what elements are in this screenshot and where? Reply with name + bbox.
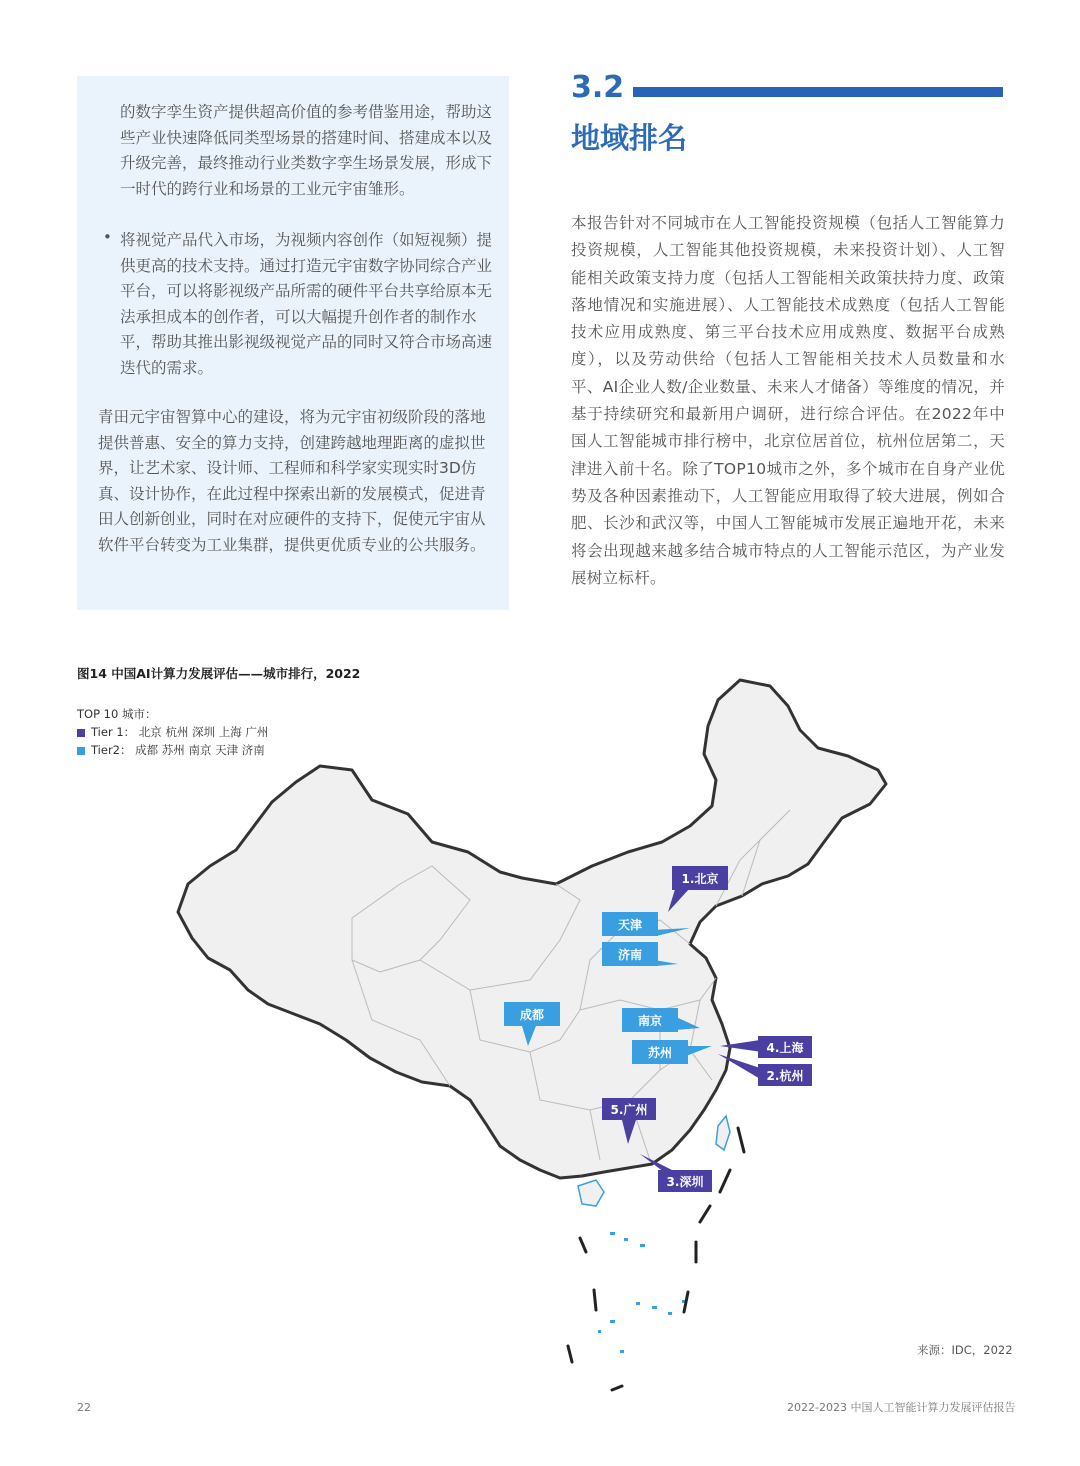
taiwan-island: [716, 1116, 730, 1150]
china-outline: [178, 680, 886, 1178]
legend-tier1-label: Tier 1： 北京 杭州 深圳 上海 广州: [91, 725, 269, 739]
dash: [580, 1238, 586, 1252]
section-body: 本报告针对不同城市在人工智能投资规模（包括人工智能算力投资规模，人工智能其他投资规模，未来投资计划）、人工智能相关政策支持力度（包括人工智能相关政策扶持力度、政策落地情况和实施进展）、人工智能技术成熟度（包括人工智能技术应用成熟度、第三平台技术应用成熟度、数据平台成熟度），以及劳动供给（包括人工智能相关技术人员数量和水平、AI企业人数/企业数量、未来人才储备）等维度的情况，并基于持续研究和最新用户调研，进行综合评估。在2022年中国人工智能城市排行榜中，北京位居首位，杭州位居第二，天津进入前十名。除了TOP10城市之外，多个城市在自身产业优势及各种因素推动下，人工智能应用取得了较大进展，例如合肥、长沙和武汉等，中国人工智能城市发展正遍地开花，未来将会出现越来越多结合城市特点的人工智能示范区，为产业发展树立标杆。: [571, 214, 1005, 587]
marker-label: 南京: [637, 1014, 663, 1028]
marker-label: 2.杭州: [766, 1069, 804, 1083]
island-dot: [610, 1232, 615, 1235]
marker-label: 济南: [617, 948, 643, 962]
marker-label: 天津: [617, 918, 643, 932]
left-paragraph-3: 青田元宇宙智算中心的建设，将为元宇宙初级阶段的落地提供普惠、安全的算力支持，创建跨越地理距离的虚拟世界，让艺术家、设计师、工程师和科学家实现实时3D仿真、设计协作，在此过程中探索出新的发展模式，促进青田人创新创业，同时在对应硬件的支持下，促使元宇宙从软件平台转变为工业集群，提供更优质专业的公共服务。: [98, 408, 486, 554]
bullet-dot: •: [103, 228, 112, 246]
left-paragraph-2: 将视觉产品代入市场，为视频内容创作（如短视频）提供更高的技术支持。通过打造元宇宙数字协同综合产业平台，可以将影视级产品所需的硬件平台共享给原本无法承担成本的创作者，可以大幅提升创作者的制作水平，帮助其推出影视级视觉产品的同时又符合市场高速迭代的需求。: [120, 231, 493, 377]
marker-shanghai: [720, 1036, 812, 1058]
dash: [612, 1386, 622, 1390]
dash: [738, 1128, 744, 1152]
hainan-island: [578, 1180, 604, 1206]
dash: [700, 1206, 710, 1222]
island-dot: [610, 1320, 615, 1323]
island-dot: [598, 1330, 601, 1333]
island-dot: [620, 1350, 624, 1353]
island-dot: [624, 1238, 628, 1241]
legend-tier2-label: Tier2： 成都 苏州 南京 天津 济南: [91, 743, 265, 757]
island-dot: [640, 1244, 645, 1247]
page-number: 22: [77, 1401, 91, 1414]
figure-title: 图14 中国AI计算力发展评估——城市排行，2022: [77, 666, 361, 681]
marker-label: 4.上海: [766, 1041, 804, 1055]
footer-report-title: 2022-2023 中国人工智能计算力发展评估报告: [787, 1401, 1016, 1414]
island-dot: [652, 1306, 657, 1309]
island-dot: [668, 1312, 672, 1315]
marker-label: 成都: [519, 1008, 545, 1022]
dash: [720, 1170, 730, 1192]
dash: [594, 1290, 596, 1310]
south-sea-islands: [598, 1232, 686, 1353]
left-paragraph-1: 的数字孪生资产提供超高价值的参考借鉴用途，帮助这些产业快速降低同类型场景的搭建时间、搭建成本以及升级完善，最终推动行业类数字孪生场景发展，形成下一时代的跨行业和场景的工业元宇宙雏形。: [120, 103, 493, 198]
section-number: 3.2: [571, 70, 625, 105]
marker-label: 苏州: [647, 1046, 673, 1060]
dash: [684, 1292, 688, 1312]
map-land: [178, 680, 886, 1206]
dash: [568, 1346, 572, 1362]
marker-label: 1.北京: [681, 872, 719, 886]
marker-hangzhou: [718, 1054, 812, 1086]
figure-source: 来源：IDC，2022: [917, 1343, 1013, 1357]
marker-label: 5.广州: [610, 1103, 648, 1117]
marker-label: 3.深圳: [666, 1175, 704, 1189]
section-title: 地域排名: [571, 121, 688, 155]
legend-heading: TOP 10 城市：: [77, 707, 157, 721]
island-dot: [636, 1302, 640, 1305]
marker-shenzhen: [640, 1154, 712, 1192]
